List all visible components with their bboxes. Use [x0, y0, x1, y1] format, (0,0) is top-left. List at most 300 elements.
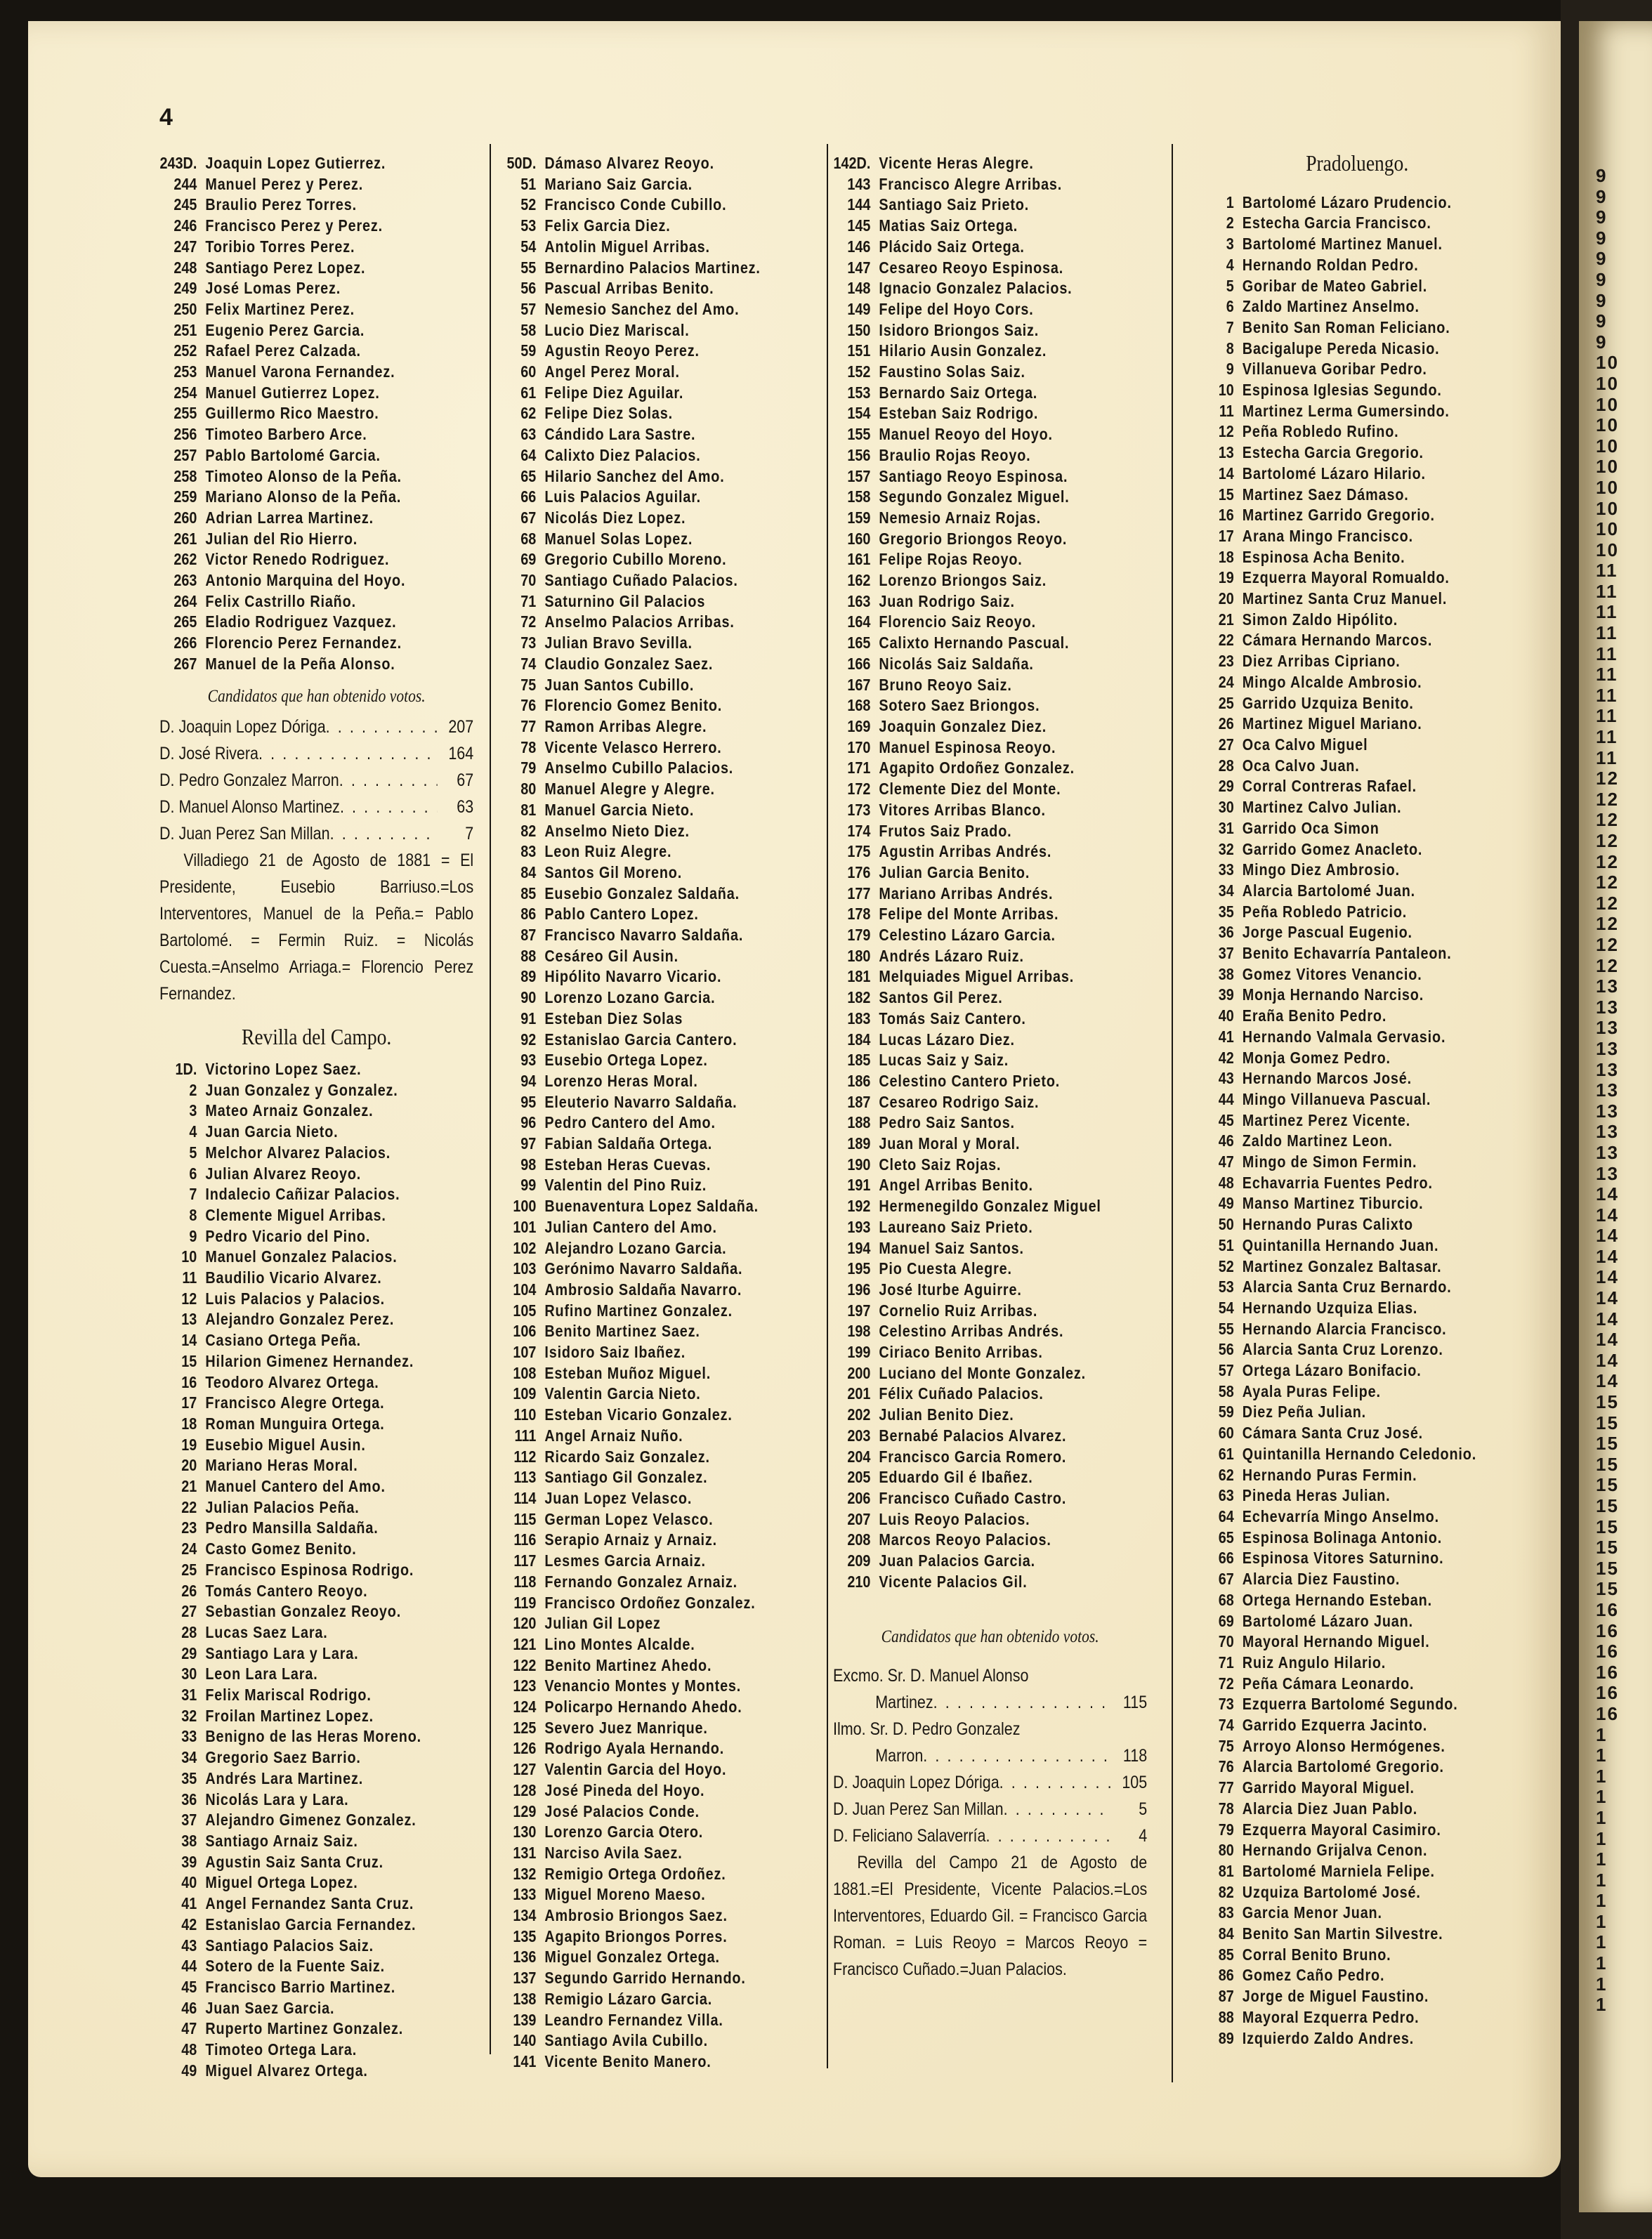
entry-number: 18 — [181, 1414, 197, 1433]
entry-name: Alarcia Santa Cruz Bernardo. — [1242, 1278, 1452, 1296]
entry-number: 133 — [513, 1885, 537, 1904]
list-item — [1194, 1945, 1520, 1966]
list-item — [833, 946, 1147, 967]
entry-number: 51 — [1218, 1235, 1234, 1254]
next-page-margin-numbers — [1596, 166, 1619, 2016]
list-item — [499, 570, 813, 591]
list-item — [159, 383, 473, 404]
entry-name: Manuel Solas Lopez. — [544, 529, 693, 548]
entry-name: Eusebio Miguel Ausin. — [205, 1435, 366, 1454]
entry-name: Alarcia Bartolomé Gregorio. — [1242, 1757, 1444, 1776]
list-item — [1194, 1235, 1520, 1256]
list-item — [159, 2018, 473, 2040]
entry-name: Guillermo Rico Maestro. — [205, 404, 379, 423]
entry-number: 12 — [181, 1289, 197, 1308]
entry-name: Francisco Garcia Romero. — [879, 1447, 1067, 1466]
list-item — [499, 1447, 813, 1468]
list-item — [499, 1926, 813, 1948]
margin-number: 14 — [1596, 1349, 1619, 1371]
list-item — [833, 529, 1147, 550]
entry-name: Gomez Caño Pedro. — [1242, 1966, 1385, 1985]
entry-number: 258 — [173, 466, 197, 485]
list-item — [499, 258, 813, 279]
list-item — [159, 1080, 473, 1101]
list-item — [499, 466, 813, 487]
entry-number: 113 — [513, 1468, 537, 1487]
leader-dots — [1004, 1796, 1111, 1823]
entry-number: 114 — [513, 1489, 537, 1507]
list-item — [159, 1268, 473, 1289]
margin-number: 11 — [1596, 747, 1618, 768]
margin-number: 1 — [1596, 1890, 1608, 1912]
entry-number: 252 — [173, 341, 197, 360]
entry-number: 186 — [847, 1071, 871, 1090]
vote-count: 67 — [457, 770, 474, 791]
entry-number: 201 — [847, 1384, 871, 1403]
column-1 — [159, 153, 473, 2081]
list-item — [1194, 1653, 1520, 1674]
list-item — [833, 758, 1147, 779]
list-item — [159, 362, 473, 383]
list-item — [833, 675, 1147, 696]
list-item — [1194, 964, 1520, 985]
entry-number: 10 — [181, 1247, 197, 1266]
list-item — [1194, 1840, 1520, 1861]
entry-name: Izquierdo Zaldo Andres. — [1242, 2028, 1415, 2047]
entry-name: Esteban Muñoz Miguel. — [544, 1363, 712, 1382]
entry-name: Jorge Pascual Eugenio. — [1242, 923, 1412, 942]
candidates-heading: Candidatos que han obtenido votos. — [881, 1627, 1099, 1646]
entry-name: Pablo Cantero Lopez. — [544, 905, 699, 924]
list-item — [159, 1518, 473, 1539]
entry-number: 28 — [181, 1622, 197, 1641]
entry-name: Baudilio Vicario Alvarez. — [205, 1268, 382, 1287]
margin-number: 1 — [1596, 1745, 1608, 1766]
list-item — [833, 633, 1147, 654]
entry-name: Lorenzo Heras Moral. — [544, 1071, 698, 1090]
entry-number: 39 — [181, 1852, 197, 1871]
entry-name: Pedro Saiz Santos. — [879, 1113, 1015, 1132]
list-item — [1194, 1173, 1520, 1194]
list-item — [159, 1101, 473, 1122]
vote-count: 5 — [1139, 1799, 1148, 1820]
entry-number: 32 — [181, 1706, 197, 1725]
entry-name: Luciano del Monte Gonzalez. — [879, 1363, 1087, 1382]
list-item — [833, 216, 1147, 237]
entry-number: 77 — [1218, 1778, 1234, 1797]
margin-number: 13 — [1596, 1079, 1619, 1101]
entry-number: 120 — [513, 1614, 537, 1633]
entry-name: Benito Martinez Ahedo. — [544, 1655, 712, 1674]
list-item — [499, 1009, 813, 1030]
list-item — [1194, 2007, 1520, 2028]
list-item — [499, 1426, 813, 1447]
entry-name: Félix Cuñado Palacios. — [879, 1384, 1044, 1403]
entry-number: 26 — [1218, 714, 1234, 733]
list-item — [499, 1864, 813, 1885]
list-item — [833, 1112, 1147, 1134]
entry-name: Corral Contreras Rafael. — [1242, 777, 1417, 796]
margin-number: 14 — [1596, 1204, 1619, 1226]
entry-name: Victor Renedo Rodriguez. — [205, 550, 390, 569]
margin-number: 10 — [1596, 372, 1619, 394]
entry-number: 104 — [513, 1280, 537, 1299]
leader-dots — [330, 820, 438, 847]
list-item — [1194, 255, 1520, 276]
entry-number: 43 — [181, 1936, 197, 1955]
entry-name: Antonio Marquina del Hoyo. — [205, 571, 406, 590]
list-item — [499, 1593, 813, 1614]
list-item — [1194, 714, 1520, 735]
list-item — [1194, 672, 1520, 693]
entry-name: Alarcia Santa Cruz Lorenzo. — [1242, 1340, 1443, 1359]
entry-name: Garrido Uzquiza Benito. — [1242, 693, 1414, 712]
entry-name: Teodoro Alvarez Ortega. — [205, 1372, 379, 1391]
entry-name: Francisco Alegre Arribas. — [879, 174, 1063, 193]
entry-name: Ortega Hernando Esteban. — [1242, 1590, 1432, 1609]
entry-name: Tomás Cantero Reoyo. — [205, 1581, 368, 1600]
list-item — [159, 612, 473, 633]
entry-number: 39 — [1218, 985, 1234, 1004]
candidate-row — [833, 1796, 1147, 1823]
entry-name: Diez Peña Julian. — [1242, 1403, 1367, 1421]
entry-number: 13 — [1218, 443, 1234, 462]
entry-number: 209 — [847, 1551, 871, 1570]
margin-number: 13 — [1596, 1037, 1619, 1059]
list-item — [499, 237, 813, 258]
list-item — [159, 174, 473, 195]
entry-number: 16 — [181, 1372, 197, 1391]
entry-number: 137 — [513, 1969, 537, 1988]
list-item — [833, 862, 1147, 884]
entry-number: 1 — [1226, 192, 1234, 211]
entry-name: Segundo Gonzalez Miguel. — [879, 487, 1070, 506]
list-item — [499, 1134, 813, 1155]
entry-name: Cámara Santa Cruz José. — [1242, 1424, 1424, 1443]
entry-name: Echavarria Fuentes Pedro. — [1242, 1173, 1433, 1192]
list-item — [159, 1351, 473, 1372]
entry-name: Gregorio Saez Barrio. — [205, 1748, 361, 1767]
list-item — [159, 424, 473, 445]
list-item — [1194, 1089, 1520, 1110]
entry-number: 73 — [1218, 1695, 1234, 1714]
list-item — [1194, 1757, 1520, 1778]
entry-name: Julian del Rio Hierro. — [205, 529, 358, 548]
list-item — [1194, 1965, 1520, 1986]
entry-number: 196 — [847, 1280, 871, 1299]
list-item — [159, 445, 473, 466]
margin-number: 16 — [1596, 1661, 1619, 1683]
entry-number: 93 — [520, 1051, 537, 1070]
entry-name: Francisco Espinosa Rodrigo. — [205, 1560, 414, 1579]
candidate-name: Marron — [875, 1746, 924, 1766]
list-item — [499, 1989, 813, 2010]
list-item — [1194, 1214, 1520, 1235]
margin-number: 12 — [1596, 913, 1619, 935]
margin-number: 10 — [1596, 352, 1619, 374]
entry-number: 34 — [1218, 881, 1234, 900]
list-item — [499, 216, 813, 237]
entry-name: Hernando Alarcia Francisco. — [1242, 1319, 1447, 1338]
entry-name: Bartolomé Lázaro Juan. — [1242, 1611, 1413, 1630]
list-item — [159, 1455, 473, 1476]
entry-name: Benito Echavarría Pantaleon. — [1242, 944, 1452, 963]
list-item — [499, 946, 813, 967]
entry-number: 71 — [1218, 1653, 1234, 1672]
list-item — [833, 1363, 1147, 1384]
candidate-row — [833, 1823, 1147, 1849]
entry-number: 21 — [1218, 610, 1234, 629]
margin-number: 15 — [1596, 1495, 1619, 1516]
margin-number: 12 — [1596, 872, 1619, 893]
entry-name: Felix Castrillo Riaño. — [205, 591, 356, 610]
entry-number: 189 — [847, 1134, 871, 1153]
entry-number: 89 — [1218, 2028, 1234, 2047]
entry-name: Clemente Miguel Arribas. — [205, 1205, 386, 1224]
list-item — [833, 1050, 1147, 1071]
margin-number: 11 — [1596, 580, 1618, 602]
entry-name: Ortega Lázaro Bonifacio. — [1242, 1361, 1422, 1380]
list-item — [159, 1289, 473, 1310]
margin-number: 13 — [1596, 996, 1619, 1018]
margin-number: 1 — [1596, 1973, 1608, 1995]
list-item — [159, 1790, 473, 1811]
list-item — [499, 1697, 813, 1718]
entry-name: Policarpo Hernando Ahedo. — [544, 1698, 742, 1716]
column-rule — [1172, 144, 1173, 2082]
list-item — [1194, 296, 1520, 317]
entry-number: 36 — [181, 1790, 197, 1808]
list-item — [499, 800, 813, 821]
list-item — [499, 1905, 813, 1926]
list-item — [1194, 860, 1520, 881]
margin-number: 14 — [1596, 1225, 1619, 1247]
margin-number: 1 — [1596, 1994, 1608, 2016]
list-item — [159, 278, 473, 299]
entry-name: Benigno de las Heras Moreno. — [205, 1727, 422, 1746]
entry-name: Bartolomé Martinez Manuel. — [1242, 235, 1443, 254]
entry-number: 73 — [520, 633, 537, 652]
entry-name: Santiago Reoyo Espinosa. — [879, 466, 1068, 485]
list-item — [499, 675, 813, 696]
entry-number: 74 — [520, 654, 537, 673]
entry-name: Celestino Cantero Prieto. — [879, 1071, 1061, 1090]
entry-name: Mateo Arnaiz Gonzalez. — [205, 1101, 374, 1120]
list-item — [499, 1822, 813, 1843]
entry-number: 147 — [847, 258, 871, 277]
list-item — [159, 1560, 473, 1581]
entry-name: Timoteo Alonso de la Peña. — [205, 466, 402, 485]
list-item — [499, 1092, 813, 1113]
margin-number: 13 — [1596, 976, 1619, 997]
list-item — [499, 403, 813, 424]
entry-name: Roman Munguira Ortega. — [205, 1414, 385, 1433]
list-item — [499, 153, 813, 174]
list-item — [1194, 1402, 1520, 1423]
list-item — [1194, 839, 1520, 860]
list-item — [1194, 1110, 1520, 1131]
list-item — [1194, 922, 1520, 943]
entry-name: Mingo Diez Ambrosio. — [1242, 860, 1400, 879]
entry-name: Anselmo Nieto Diez. — [544, 821, 690, 840]
entry-number: 4 — [1226, 255, 1234, 274]
entry-name: Agustin Arribas Andrés. — [879, 842, 1052, 861]
list-item — [159, 1497, 473, 1518]
candidate-name: D. José Rivera — [159, 744, 258, 764]
margin-number: 15 — [1596, 1391, 1619, 1413]
entry-number: 44 — [1218, 1089, 1234, 1108]
entry-number: 53 — [1218, 1278, 1234, 1296]
entry-number: 12 — [1218, 422, 1234, 441]
entry-number: 193 — [847, 1217, 871, 1236]
entry-number: 184 — [847, 1030, 871, 1049]
entry-number: 208 — [847, 1530, 871, 1549]
list-item — [1194, 380, 1520, 401]
margin-number: 11 — [1596, 601, 1618, 623]
entry-number: 94 — [520, 1071, 537, 1090]
list-item — [499, 737, 813, 759]
entry-number: 188 — [847, 1113, 871, 1132]
entry-number: 134 — [513, 1906, 537, 1925]
entry-name: Estecha Garcia Gregorio. — [1242, 443, 1424, 462]
entry-name: Florencio Perez Fernandez. — [205, 633, 402, 652]
list-item — [833, 821, 1147, 842]
entry-number: 78 — [1218, 1799, 1234, 1818]
entry-number: 180 — [847, 946, 871, 965]
entry-name: Alejandro Lozano Garcia. — [544, 1238, 727, 1257]
vote-count: 63 — [457, 797, 474, 818]
candidate-row — [833, 1689, 1147, 1716]
entry-name: Santiago Saiz Prieto. — [879, 195, 1030, 214]
list-item — [833, 841, 1147, 862]
margin-number: 10 — [1596, 435, 1619, 457]
list-item — [1194, 943, 1520, 964]
list-item — [159, 591, 473, 612]
entry-number: 23 — [1218, 652, 1234, 671]
margin-number: 1 — [1596, 1931, 1608, 1953]
entry-name: Martinez Gonzalez Baltasar. — [1242, 1256, 1442, 1275]
entry-number: 10 — [1218, 381, 1234, 400]
entry-name: Ezquerra Mayoral Romualdo. — [1242, 568, 1450, 587]
entry-number: 11 — [1219, 401, 1234, 420]
entry-number: 267 — [173, 654, 197, 673]
entry-name: Santos Gil Perez. — [879, 988, 1003, 1007]
entry-number: 31 — [181, 1686, 197, 1705]
margin-number: 12 — [1596, 809, 1619, 831]
entry-name: Santiago Perez Lopez. — [205, 258, 366, 277]
entry-name: Melchor Alvarez Palacios. — [205, 1143, 391, 1162]
entry-name: Cleto Saiz Rojas. — [879, 1155, 1002, 1174]
entry-number: 38 — [181, 1832, 197, 1850]
list-item — [1194, 985, 1520, 1006]
entry-name: Sotero Saez Briongos. — [879, 696, 1040, 715]
entry-name: Martinez Calvo Julian. — [1242, 798, 1402, 817]
margin-number: 12 — [1596, 830, 1619, 851]
list-item — [833, 1259, 1147, 1280]
entry-name: Hernando Roldan Pedro. — [1242, 255, 1419, 274]
entry-name: José Pineda del Hoyo. — [544, 1780, 705, 1799]
list-item — [159, 1309, 473, 1330]
entry-name: Lino Montes Alcalde. — [544, 1634, 695, 1653]
entry-number: 59 — [520, 341, 537, 360]
list-item — [159, 1205, 473, 1226]
entry-name: Martinez Saez Dámaso. — [1242, 485, 1409, 504]
entry-number: 84 — [520, 862, 537, 881]
list-item — [499, 925, 813, 946]
entry-name: Corral Benito Bruno. — [1242, 1945, 1391, 1964]
list-item — [159, 1414, 473, 1435]
list-item — [159, 1726, 473, 1747]
entry-name: Juan Garcia Nieto. — [205, 1122, 339, 1141]
entry-number: 111 — [514, 1426, 537, 1445]
entry-number: 56 — [1218, 1340, 1234, 1359]
entry-number: 55 — [520, 258, 537, 277]
entry-name: Rufino Martinez Gonzalez. — [544, 1301, 733, 1320]
entry-name: Ayala Puras Felipe. — [1242, 1381, 1381, 1400]
entry-number: 101 — [513, 1217, 537, 1236]
list-item — [1194, 2028, 1520, 2049]
entry-name: Estanislao Garcia Cantero. — [544, 1030, 738, 1049]
entry-number: 192 — [847, 1197, 871, 1216]
entry-number: 166 — [847, 654, 871, 673]
entry-number: 161 — [847, 550, 871, 569]
entry-number: 107 — [513, 1343, 537, 1362]
entry-number: 86 — [1218, 1966, 1234, 1985]
entry-number: 257 — [173, 445, 197, 464]
entry-name: Celestino Arribas Andrés. — [879, 1322, 1064, 1341]
list-item — [1194, 1736, 1520, 1757]
list-item — [499, 1363, 813, 1384]
entry-number: 17 — [181, 1393, 197, 1412]
entry-number: 129 — [513, 1801, 537, 1820]
entry-name: Mingo de Simon Fermin. — [1242, 1153, 1417, 1171]
entry-name: Pedro Cantero del Amo. — [544, 1113, 716, 1132]
entry-name: Vicente Palacios Gil. — [879, 1572, 1028, 1591]
list-item — [833, 737, 1147, 759]
entry-number: 146 — [847, 237, 871, 256]
list-item — [833, 1530, 1147, 1551]
entry-number: 54 — [520, 237, 537, 256]
list-item — [1194, 1485, 1520, 1506]
entry-number: 7 — [1226, 317, 1234, 336]
list-item — [499, 1572, 813, 1593]
list-item — [833, 1071, 1147, 1092]
entry-number: 30 — [181, 1665, 197, 1683]
entry-number: 6 — [1226, 297, 1234, 316]
entry-name: Cesareo Rodrigo Saiz. — [879, 1092, 1040, 1111]
entry-name: Agapito Ordoñez Gonzalez. — [879, 759, 1075, 777]
entry-number: 81 — [520, 800, 537, 819]
entry-number: 53 — [520, 216, 537, 235]
list-item — [833, 508, 1147, 529]
entry-name: Lucas Saez Lara. — [205, 1622, 328, 1641]
entry-number: 82 — [1218, 1882, 1234, 1901]
entry-number: 60 — [520, 362, 537, 381]
entry-number: 149 — [847, 299, 871, 318]
entry-number: 70 — [1218, 1632, 1234, 1651]
entry-number: 118 — [513, 1572, 537, 1591]
entry-number: 172 — [847, 780, 871, 799]
list-item — [1194, 317, 1520, 339]
list-item — [1194, 1674, 1520, 1695]
entry-name: Agapito Briongos Porres. — [544, 1926, 728, 1945]
entry-number: 9 — [1226, 360, 1234, 379]
entry-number: 89 — [520, 967, 537, 986]
list-item — [159, 487, 473, 508]
entry-name: Garrido Mayoral Miguel. — [1242, 1778, 1415, 1797]
list-item — [159, 1330, 473, 1351]
entry-name: Martinez Perez Vicente. — [1242, 1110, 1411, 1129]
